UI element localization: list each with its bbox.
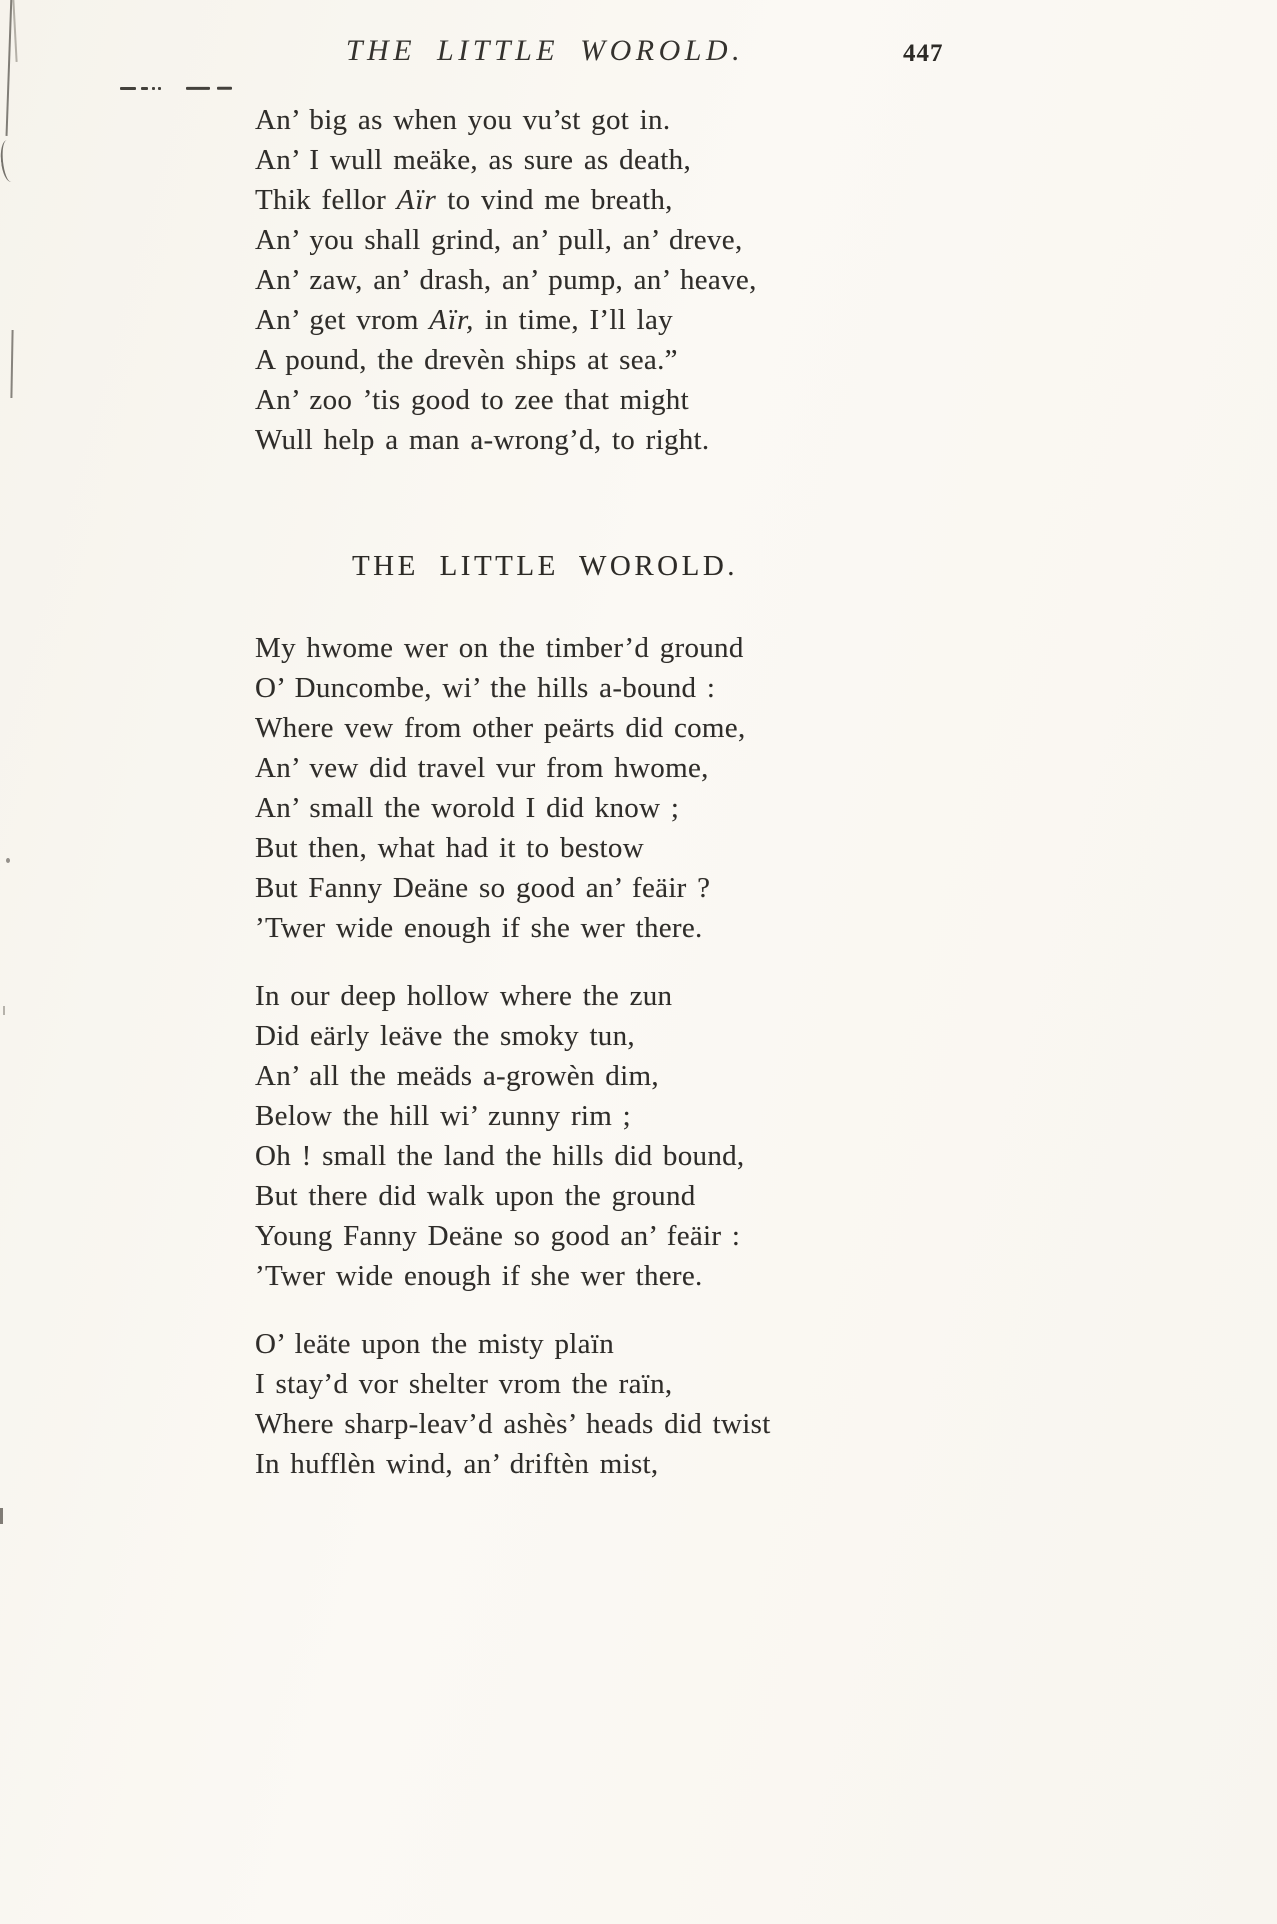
text-block — [255, 100, 875, 1484]
poem-line: Where sharp-leav’d ashès’ heads did twist — [255, 1408, 771, 1440]
header-rule — [120, 85, 920, 90]
poem-line: But Fanny Deäne so good an’ feäir ? — [255, 872, 711, 904]
poem-line: A pound, the drevèn ships at sea.” — [255, 344, 678, 376]
poem-line: An’ you shall grind, an’ pull, an’ dreve, — [255, 224, 743, 256]
poem-line: In hufflèn wind, an’ driftèn mist, — [255, 1448, 659, 1480]
poem-line: An’ small the worold I did know ; — [255, 792, 680, 824]
poem-line: ’Twer wide enough if she wer there. — [255, 912, 703, 944]
poem-line: An’ zaw, an’ drash, an’ pump, an’ heave, — [255, 264, 757, 296]
poem-line: In our deep hollow where the zun — [255, 980, 673, 1012]
poem-line: Where vew from other peärts did come, — [255, 712, 746, 744]
running-title: THE LITTLE WOROLD. — [345, 34, 745, 67]
poem-line: An’ all the meäds a-growèn dim, — [255, 1060, 659, 1092]
poem-line: An’ zoo ’tis good to zee that might — [255, 384, 689, 416]
poem-line: Young Fanny Deäne so good an’ feäir : — [255, 1220, 741, 1252]
poem-line: An’ vew did travel vur from hwome, — [255, 752, 709, 784]
poem-line: O’ Duncombe, wi’ the hills a-bound : — [255, 672, 716, 704]
scan-artifact — [3, 1006, 5, 1015]
previous-poem-ending — [255, 100, 875, 460]
poem-line: An’ I wull meäke, as sure as death, — [255, 144, 692, 176]
scan-artifact — [10, 330, 13, 398]
poem-line: Oh ! small the land the hills did bound, — [255, 1140, 745, 1172]
stanza-3 — [255, 1324, 875, 1484]
stanza-1 — [255, 628, 875, 948]
page-number: 447 — [903, 40, 944, 67]
poem-line: An’ get vrom Aïr, in time, I’ll lay — [255, 304, 673, 336]
poem-line: My hwome wer on the timber’d ground — [255, 632, 744, 664]
scan-artifact — [0, 1508, 3, 1524]
scan-artifact — [6, 858, 10, 863]
scan-artifact — [12, 0, 17, 62]
poem-line: I stay’d vor shelter vrom the raïn, — [255, 1368, 673, 1400]
scan-artifact — [0, 139, 19, 182]
poem-title: THE LITTLE WOROLD. — [351, 550, 739, 582]
poem-line: Thik fellor Aïr to vind me breath, — [255, 184, 673, 216]
poem-line: But there did walk upon the ground — [255, 1180, 696, 1212]
poem-line: An’ big as when you vu’st got in. — [255, 104, 671, 136]
poem-line: ’Twer wide enough if she wer there. — [255, 1260, 703, 1292]
poem-line: Wull help a man a-wrong’d, to right. — [255, 424, 710, 456]
poem-line: Below the hill wi’ zunny rim ; — [255, 1100, 632, 1132]
stanza-2 — [255, 976, 875, 1296]
scan-artifact — [6, 0, 13, 136]
poem-line: But then, what had it to bestow — [255, 832, 644, 864]
poem-line: Did eärly leäve the smoky tun, — [255, 1020, 635, 1052]
poem-line: O’ leäte upon the misty plaïn — [255, 1328, 614, 1360]
